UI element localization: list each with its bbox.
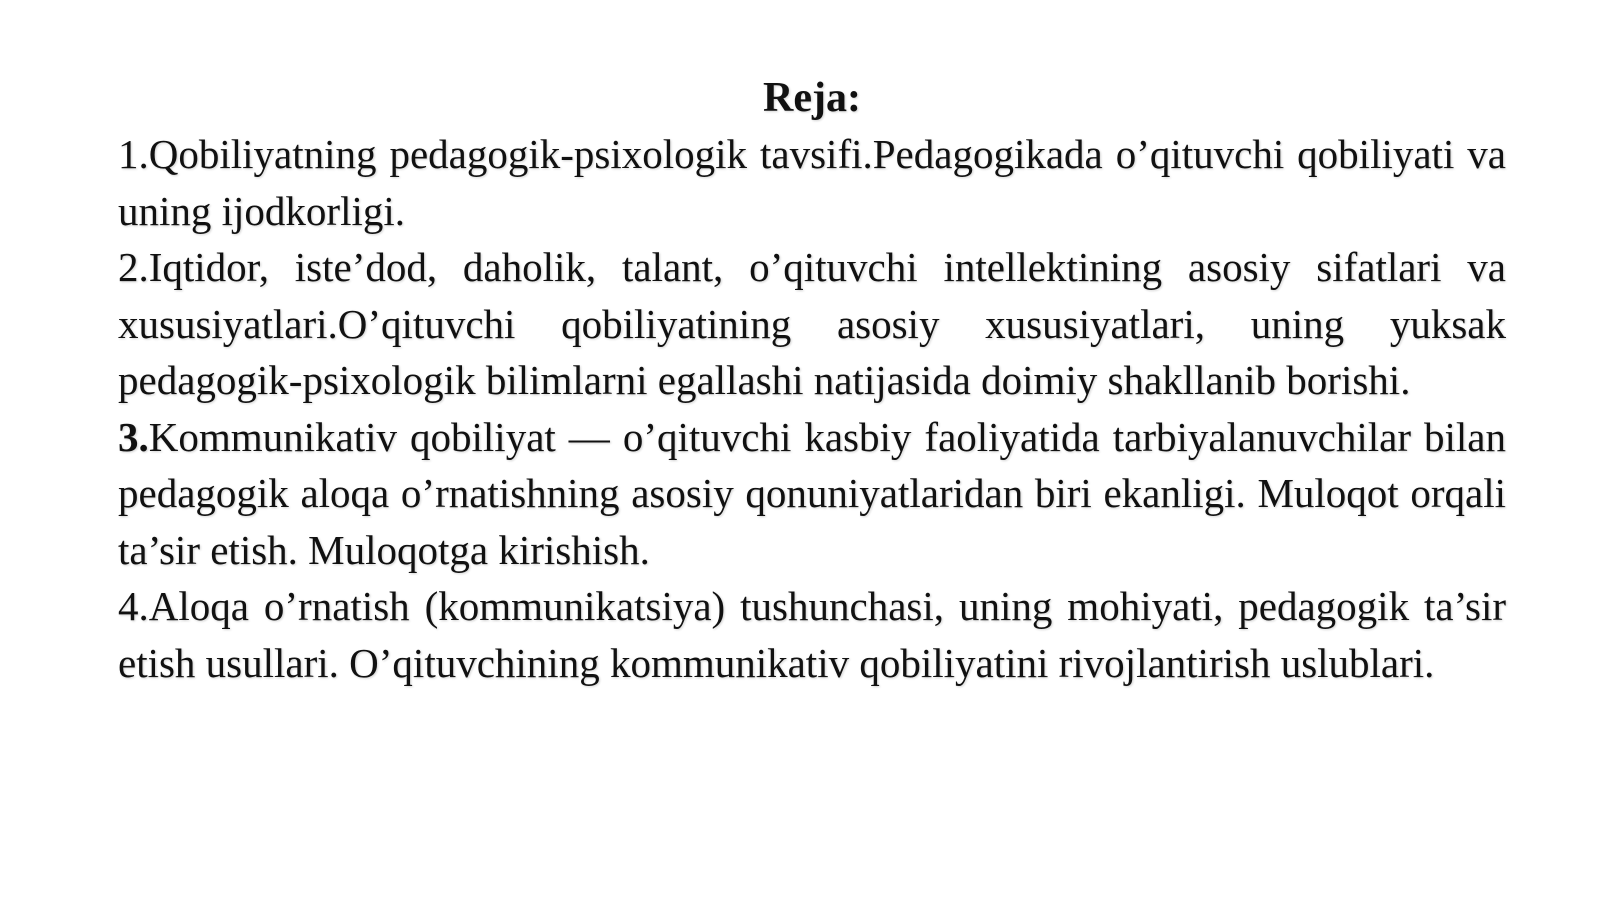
plan-item-number: 2.: [118, 244, 149, 290]
plan-item-text: Iqtidor, iste’dod, daholik, talant, o’qituvchi intellektining asosiy sifatlari va xususiyatlari.O’qituvchi qobiliyatining asosiy xususiyatlari, uning yuksak pedagogik-psixologik bilimlarni egallashi natijasida doimiy shakllanib borishi.: [118, 244, 1506, 403]
plan-item-1: [118, 126, 1506, 239]
slide-content: [118, 70, 1506, 691]
plan-item-2: [118, 239, 1506, 409]
plan-item-number: 3.: [118, 413, 149, 460]
plan-item-4: [118, 578, 1506, 691]
plan-item-text: Kommunikativ qobiliyat — o’qituvchi kasbiy faoliyatida tarbiyalanuvchilar bilan pedagogik aloqa o’rnatishning asosiy qonuniyatlaridan biri ekanligi. Muloqot orqali ta’sir etish. Muloqotga kirishish.: [118, 413, 1506, 573]
plan-item-text: Aloqa o’rnatish (kommunikatsiya) tushunchasi, uning mohiyati, pedagogik ta’sir etish usullari. O’qituvchining kommunikativ qobiliyatini rivojlantirish uslublari.: [118, 583, 1506, 686]
plan-item-number: 4.: [118, 583, 149, 629]
plan-item-number: 1.: [118, 131, 149, 177]
plan-item-text: Qobiliyatning pedagogik-psixologik tavsifi.Pedagogikada o’qituvchi qobiliyati va uning ijodkorligi.: [118, 131, 1506, 234]
page-title: Reja:: [763, 75, 861, 121]
plan-item-3: [118, 409, 1506, 579]
